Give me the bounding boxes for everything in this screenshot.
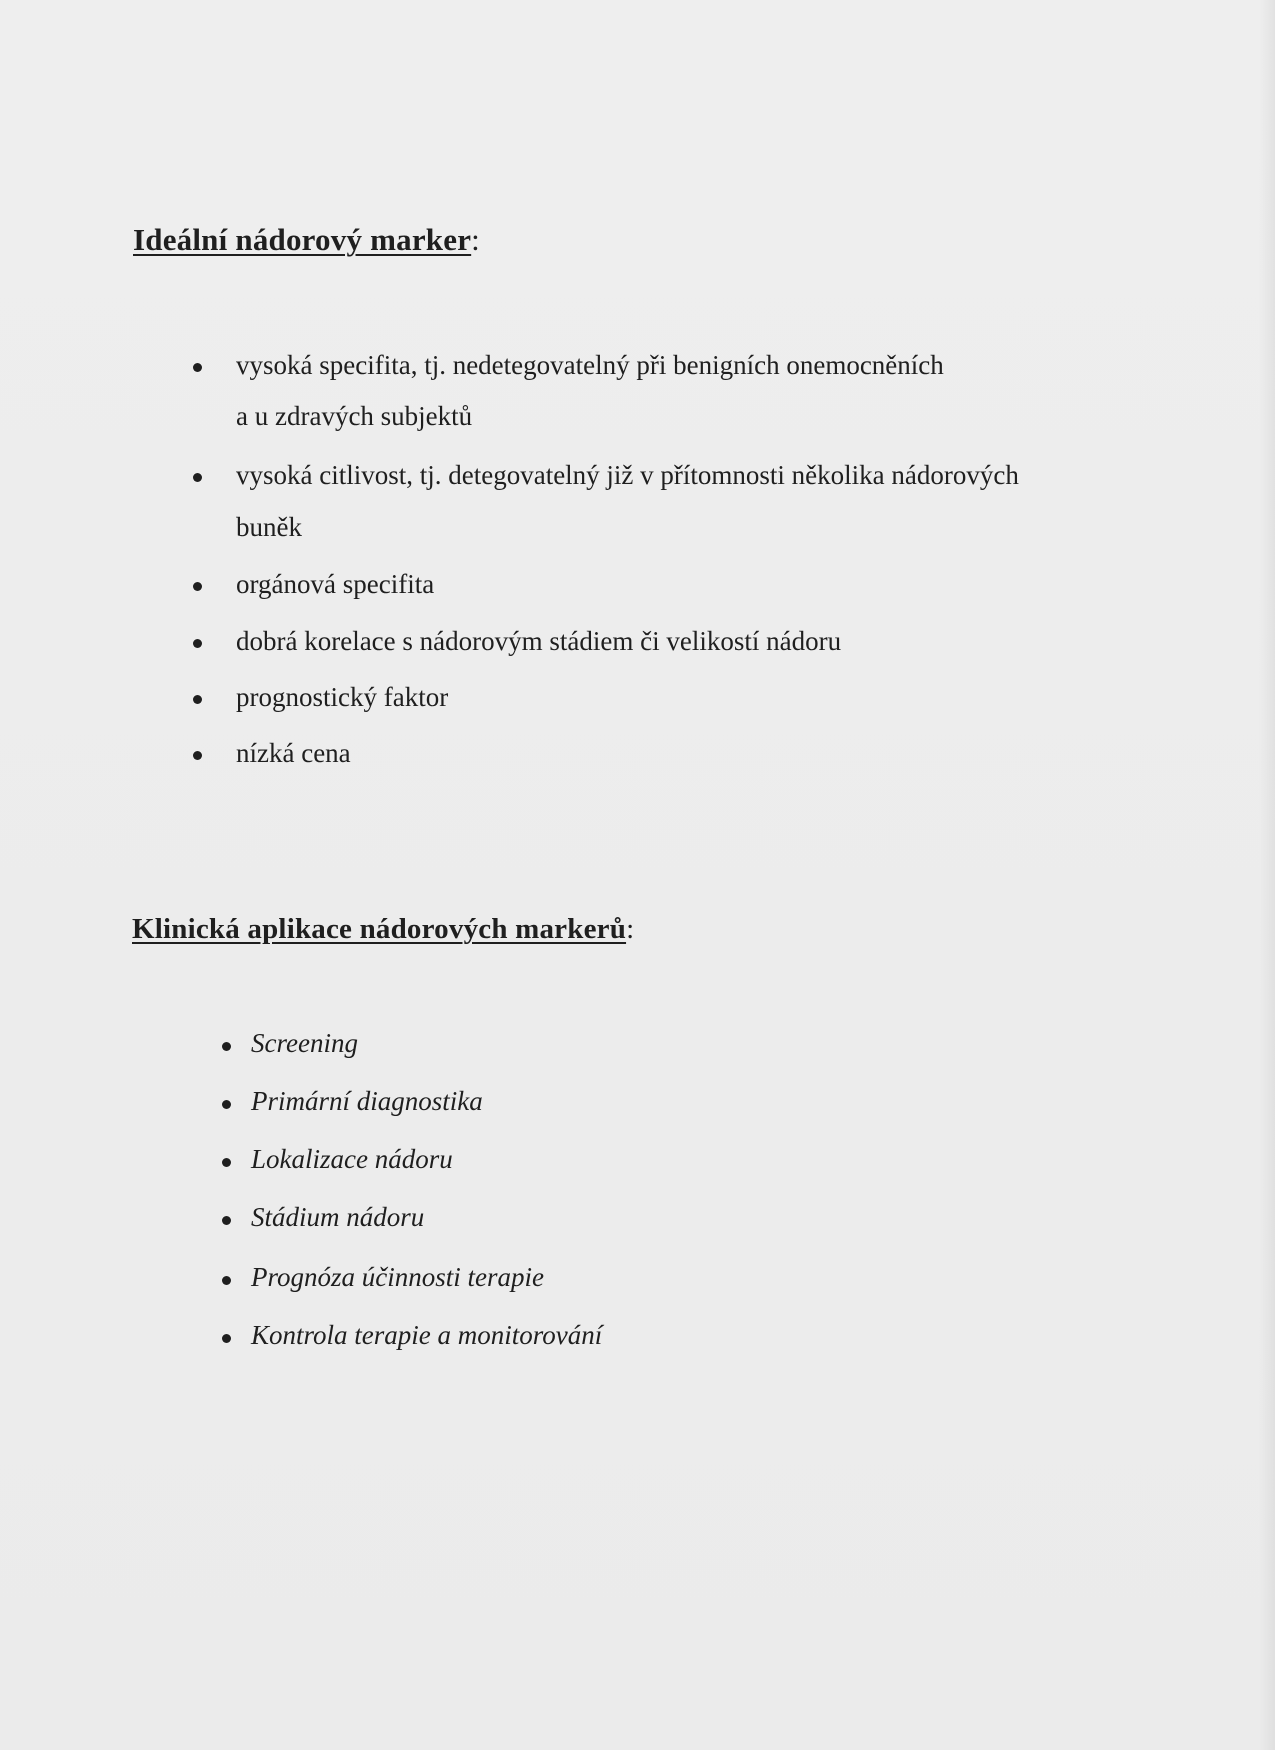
list-item-text: nízká cena [236,738,351,768]
heading-colon: : [626,913,635,945]
section-heading-clinical-application [132,915,634,944]
bullet-icon [222,1100,231,1109]
list-item-text: dobrá korelace s nádorovým stádiem či velikostí nádoru [236,626,842,656]
list-item-text: Stádium nádoru [251,1202,425,1232]
list-item-text: Lokalizace nádoru [251,1144,453,1174]
list-item-text: orgánová specifita [236,569,435,599]
list-item-text: Prognóza účinnosti terapie [251,1262,544,1292]
bullet-icon [222,1334,231,1343]
bullet-icon [193,695,202,704]
bullet-icon [222,1042,231,1051]
list-item-text: vysoká citlivost, tj. detegovatelný již v přítomnosti několika nádorových [236,460,1019,490]
list-item-text-continuation: buněk [236,512,302,542]
heading-title: Klinická aplikace nádorových markerů [132,913,627,945]
list-item-text: Kontrola terapie a monitorování [251,1320,603,1350]
heading-colon: : [471,222,480,257]
list-item-text: vysoká specifita, tj. nedetegovatelný při benigních onemocněních [236,350,944,380]
bullet-icon [193,363,202,372]
bullet-icon [222,1158,231,1167]
bullet-icon [193,473,202,482]
page-edge-shadow [1259,0,1275,1750]
list-item-text: Screening [251,1028,358,1058]
bullet-icon [222,1276,231,1285]
bullet-icon [222,1216,231,1225]
list-item-text-continuation: a u zdravých subjektů [236,401,473,431]
bullet-icon [193,639,202,648]
heading-title: Ideální nádorový marker [133,222,472,257]
section-heading-ideal-marker [133,224,480,255]
bullet-icon [193,582,202,591]
list-item-text: prognostický faktor [236,682,449,712]
list-item-text: Primární diagnostika [251,1086,483,1116]
bullet-icon [193,751,202,760]
